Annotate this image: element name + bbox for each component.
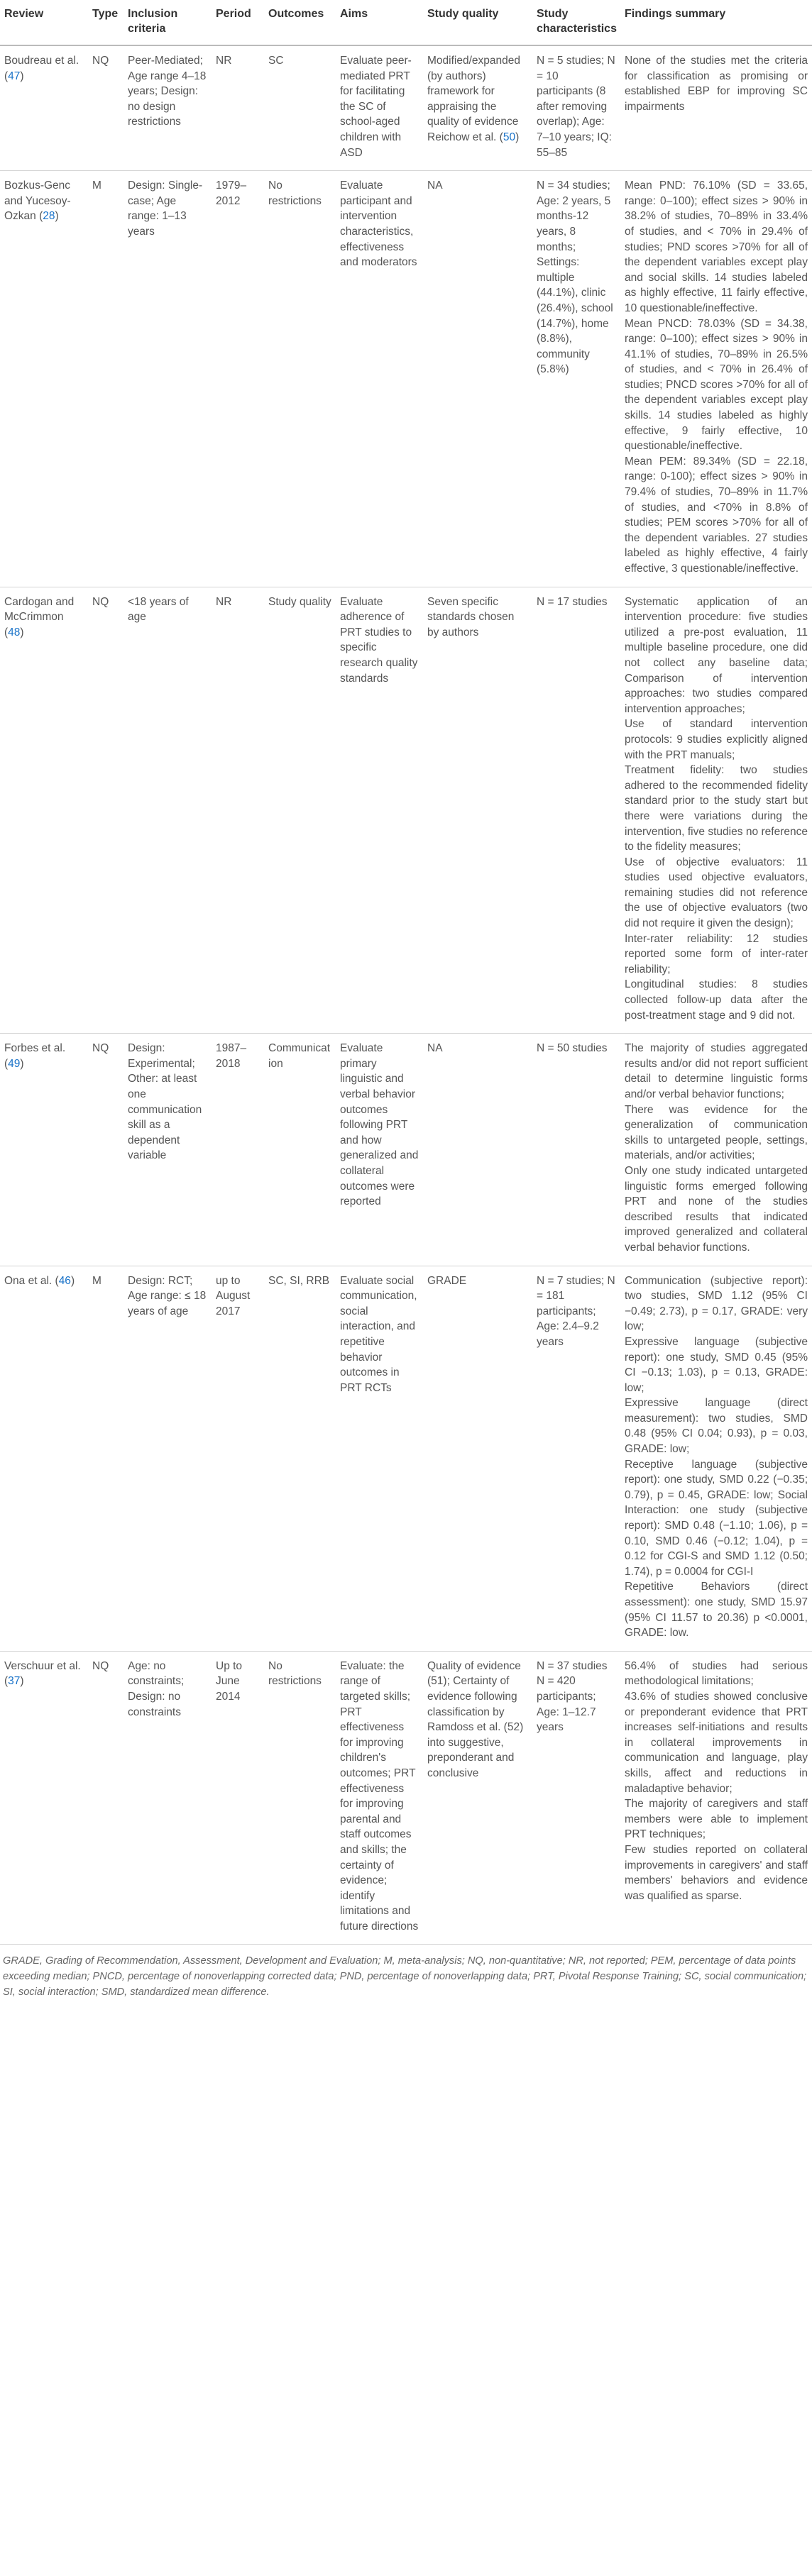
- study-characteristics-cell: N = 5 studies; N = 10 participants (8 after removing overlap); Age: 7–10 years; IQ: 55–85: [532, 45, 620, 171]
- finding-text: Use of standard intervention protocols: 9 studies explicitly aligned with the PRT manuals;: [625, 718, 808, 761]
- table-row: [0, 171, 812, 587]
- header-period: Period: [212, 0, 264, 45]
- period-cell: up to August 2017: [212, 1266, 264, 1651]
- findings-cell: [620, 171, 812, 587]
- review-author: Bozkus-Genc and Yucesoy-Ozkan: [4, 179, 71, 223]
- finding-text: Treatment fidelity: two studies adhered to the recommended fidelity standard prior to the study start but there were variations during the intervention, five studies no reference to the fidelity measures;: [625, 764, 808, 853]
- reference-link[interactable]: 50: [503, 131, 516, 143]
- study-quality-text: GRADE: [427, 1274, 467, 1287]
- aims-cell: Evaluate participant and intervention characteristics, effectiveness and moderators: [336, 171, 423, 587]
- table-row: [0, 1651, 812, 1945]
- aims-cell: Evaluate: the range of targeted skills; PRT effectiveness for improving children's outcomes; PRT effectiveness for improving parental and staff outcomes and skills; the certainty of evidence; identify limitations and future directions: [336, 1651, 423, 1945]
- inclusion-criteria-cell: Peer-Mediated; Age range 4–18 years; Design: no design restrictions: [124, 45, 212, 171]
- study-quality-cell: [423, 171, 532, 587]
- study-quality-text: NA: [427, 179, 443, 192]
- findings-cell: [620, 1266, 812, 1651]
- study-characteristics-cell: N = 34 studies; Age: 2 years, 5 months-12 years, 8 months; Settings: multiple (44.1%), clinic (26.4%), school (14.7%), home (8.8%), community (5.8%): [532, 171, 620, 587]
- finding-text: Systematic application of an intervention procedure: five studies utilized a pre-post evaluation, 11 multiple baseline procedure, one did not collect any baseline data; Comparison of intervention approaches: two studies compared intervention approaches;: [625, 595, 808, 715]
- reference-link[interactable]: 46: [58, 1274, 71, 1287]
- study-quality-text-end: ): [515, 131, 520, 143]
- header-study-quality: Study quality: [423, 0, 532, 45]
- review-cell: Ona et al. (46): [0, 1266, 88, 1651]
- review-cell: Bozkus-Genc and Yucesoy-Ozkan (28): [0, 171, 88, 587]
- study-characteristics-cell: N = 37 studies N = 420 participants; Age: 1–12.7 years: [532, 1651, 620, 1945]
- period-cell: 1987–2018: [212, 1034, 264, 1266]
- study-quality-cell: [423, 1266, 532, 1651]
- reference-link[interactable]: 28: [43, 210, 55, 223]
- outcomes-cell: SC, SI, RRB: [264, 1266, 336, 1651]
- finding-text: Only one study indicated untargeted linguistic forms emerged following PRT and none of the studies described results that indicated improved generalized and collateral verbal behavior functions.: [625, 1164, 808, 1254]
- review-cell: Forbes et al. (49): [0, 1034, 88, 1266]
- header-type: Type: [88, 0, 124, 45]
- study-quality-text: Modified/expanded (by authors) framework for appraising the quality of evidence Reichow et al. (: [427, 55, 520, 143]
- review-author: Forbes et al.: [4, 1042, 66, 1055]
- study-characteristics-cell: N = 7 studies; N = 181 participants; Age: 2.4–9.2 years: [532, 1266, 620, 1651]
- findings-cell: [620, 587, 812, 1034]
- outcomes-cell: SC: [264, 45, 336, 171]
- reference-link[interactable]: 49: [8, 1057, 21, 1070]
- finding-text: Expressive language (direct measurement): two studies, SMD 0.48 (95% CI 0.04; 0.93), p = 0.03, GRADE: low;: [625, 1397, 808, 1456]
- reference-link[interactable]: 47: [8, 70, 21, 82]
- outcomes-cell: No restrictions: [264, 171, 336, 587]
- review-author: Cardogan and McCrimmon: [4, 595, 75, 624]
- type-cell: NQ: [88, 45, 124, 171]
- period-cell: 1979–2012: [212, 171, 264, 587]
- study-quality-cell: [423, 587, 532, 1034]
- study-quality-cell: [423, 45, 532, 171]
- type-cell: NQ: [88, 587, 124, 1034]
- period-cell: NR: [212, 45, 264, 171]
- aims-cell: Evaluate adherence of PRT studies to specific research quality standards: [336, 587, 423, 1034]
- header-aims: Aims: [336, 0, 423, 45]
- finding-text: There was evidence for the generalization of communication skills to untargeted people, settings, materials, and/or activities;: [625, 1103, 808, 1162]
- aims-cell: Evaluate social communication, social interaction, and repetitive behavior outcomes in PRT RCTs: [336, 1266, 423, 1651]
- study-characteristics-cell: N = 50 studies: [532, 1034, 620, 1266]
- period-cell: NR: [212, 587, 264, 1034]
- type-cell: M: [88, 171, 124, 587]
- study-quality-cell: [423, 1651, 532, 1945]
- inclusion-criteria-cell: Design: Single-case; Age range: 1–13 years: [124, 171, 212, 587]
- study-characteristics-cell: N = 17 studies: [532, 587, 620, 1034]
- inclusion-criteria-cell: Age: no constraints; Design: no constraints: [124, 1651, 212, 1945]
- finding-text: Receptive language (subjective report): one study, SMD 0.22 (−0.35; 0.79), p = 0.45, GRADE: low; Social Interaction: one study (subjective report): SMD 0.48 (−1.10; 1.06), p = 0.10, SMD 0.46 (−0.12; 1.04), p = 0.12 for CGI-S and SMD 1.12 (0.50; 1.74), p = 0.0004 for CGI-I: [625, 1458, 808, 1578]
- inclusion-criteria-cell: Design: Experimental; Other: at least one communication skill as a dependent variable: [124, 1034, 212, 1266]
- findings-cell: [620, 1034, 812, 1266]
- table-row: [0, 587, 812, 1034]
- table-body: [0, 45, 812, 1945]
- finding-text: Mean PNCD: 78.03% (SD = 34.38, range: 0–100); effect sizes > 90% in 41.1% of studies, 70–89% in 26.5% of studies, and < 70% in 26.4% of studies; PNCD scores >70% for all of the dependent variables except play skills. 14 studies labeled as highly effective, 9 fairly effective, 10 questionable/ineffective.: [625, 317, 808, 453]
- finding-text: The majority of caregivers and staff members were able to implement PRT techniques;: [625, 1798, 808, 1841]
- finding-text: Longitudinal studies: 8 studies collected follow-up data after the post-treatment stage and 9 did not.: [625, 978, 808, 1022]
- aims-cell: Evaluate peer-mediated PRT for facilitating the SC of school-aged children with ASD: [336, 45, 423, 171]
- finding-text: Expressive language (subjective report): one study, SMD 0.45 (95% CI −0.13; 1.03), p = 0.13, GRADE: low;: [625, 1335, 808, 1394]
- review-cell: Cardogan and McCrimmon (48): [0, 587, 88, 1034]
- type-cell: M: [88, 1266, 124, 1651]
- finding-text: Repetitive Behaviors (direct assessment): one study, SMD 15.97 (95% CI 11.57 to 20.36) p <0.0001, GRADE: low.: [625, 1581, 808, 1640]
- finding-text: Use of objective evaluators: 11 studies used objective evaluators, remaining studies did not reference the use of objective evaluators (two did not require it given the design);: [625, 856, 808, 930]
- findings-cell: [620, 1651, 812, 1945]
- finding-text: Mean PND: 76.10% (SD = 33.65, range: 0–100); effect sizes > 90% in 38.2% of studies, 70–89% in 33.4% of studies, and < 70% in 29.4% of studies; PND scores >70% for all of the dependent variables except play and social skills. 14 studies labeled as highly effective, 11 fairly effective, 10 questionable/ineffective.: [625, 179, 808, 314]
- study-quality-cell: [423, 1034, 532, 1266]
- period-cell: Up to June 2014: [212, 1651, 264, 1945]
- header-review: Review: [0, 0, 88, 45]
- review-author: Ona et al.: [4, 1274, 53, 1287]
- outcomes-cell: Communication: [264, 1034, 336, 1266]
- study-quality-text: Seven specific standards chosen by authors: [427, 595, 515, 639]
- review-cell: Boudreau et al. (47): [0, 45, 88, 171]
- outcomes-cell: Study quality: [264, 587, 336, 1034]
- table-row: [0, 1034, 812, 1266]
- review-author: Verschuur et al.: [4, 1659, 81, 1672]
- finding-text: The majority of studies aggregated results and/or did not report sufficient detail to determine linguistic forms and/or verbal behavior functions;: [625, 1042, 808, 1100]
- study-quality-text: NA: [427, 1042, 443, 1055]
- type-cell: NQ: [88, 1651, 124, 1945]
- finding-text: None of the studies met the criteria for classification as promising or established EBP for improving SC impairments: [625, 55, 808, 113]
- inclusion-criteria-cell: Design: RCT; Age range: ≤ 18 years of age: [124, 1266, 212, 1651]
- reference-link[interactable]: 37: [8, 1675, 21, 1688]
- header-study-characteristics: Study characteristics: [532, 0, 620, 45]
- review-author: Boudreau et al.: [4, 55, 79, 67]
- table-row: [0, 1266, 812, 1651]
- finding-text: 56.4% of studies had serious methodological limitations;: [625, 1659, 808, 1688]
- finding-text: Few studies reported on collateral improvements in caregivers' and staff members' behaviors and evidence was qualified as sparse.: [625, 1843, 808, 1902]
- table-header-row: [0, 0, 812, 45]
- header-inclusion: Inclusion criteria: [124, 0, 212, 45]
- review-cell: Verschuur et al. (37): [0, 1651, 88, 1945]
- finding-text: Inter-rater reliability: 12 studies reported some form of inter-rater reliability;: [625, 932, 808, 975]
- study-quality-text: Quality of evidence (51); Certainty of evidence following classification by Ramdoss et al. (52) into suggestive, preponderant and conclusive: [427, 1659, 524, 1779]
- finding-text: 43.6% of studies showed conclusive or preponderant evidence that PRT increases self-initiations and results in collateral improvements in communication and language, play skills, affect and reductions in maladaptive behavior;: [625, 1690, 808, 1795]
- type-cell: NQ: [88, 1034, 124, 1266]
- header-outcomes: Outcomes: [264, 0, 336, 45]
- table-row: [0, 45, 812, 171]
- aims-cell: Evaluate primary linguistic and verbal behavior outcomes following PRT and how generalized and collateral outcomes were reported: [336, 1034, 423, 1266]
- reference-link[interactable]: 48: [8, 626, 21, 639]
- table-footnote: GRADE, Grading of Recommendation, Assessment, Development and Evaluation; M, meta-analysis; NQ, non-quantitative; NR, not reported; PEM, percentage of data points exceeding median; PNCD, percentage of nonoverlapping corrected data; PND, percentage of nonoverlapping data; PRT, Pivotal Response Training; SC, social communication; SI, social interaction; SMD, standardized mean difference.: [3, 1955, 807, 1998]
- finding-text: Mean PEM: 89.34% (SD = 22.18, range: 0-100); effect sizes > 90% in 79.4% of studies, 70–89% in 11.7% of studies, and <70% in 8.8% of studies; PEM scores >70% for all of the dependent variables. 27 studies labeled as highly effective, 4 fairly effective, 3 questionable/ineffective.: [625, 455, 808, 575]
- header-findings: Findings summary: [620, 0, 812, 45]
- findings-cell: [620, 45, 812, 171]
- inclusion-criteria-cell: <18 years of age: [124, 587, 212, 1034]
- outcomes-cell: No restrictions: [264, 1651, 336, 1945]
- finding-text: Communication (subjective report): two studies, SMD 1.12 (95% CI −0.49; 2.73), p = 0.17, GRADE: very low;: [625, 1274, 808, 1333]
